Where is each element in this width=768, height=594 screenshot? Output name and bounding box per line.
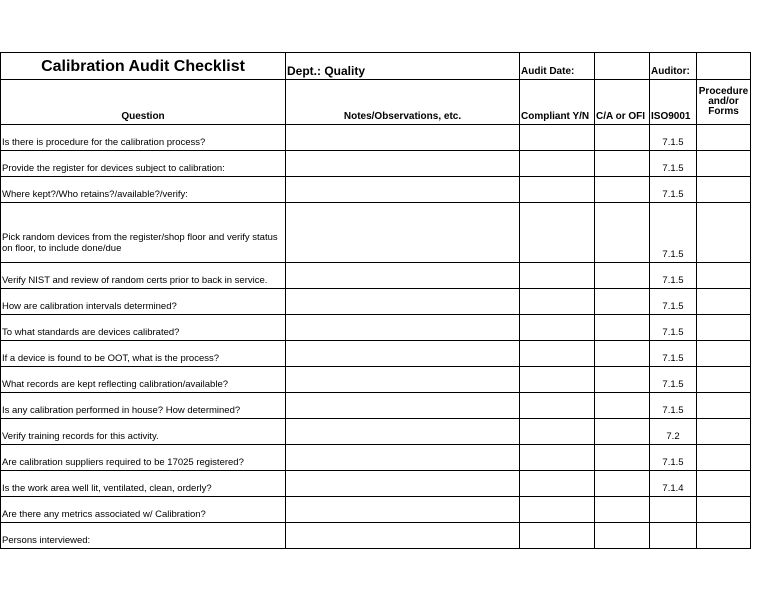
procedure-cell[interactable] — [697, 315, 751, 341]
header-row — [1, 53, 751, 80]
question-cell: If a device is found to be OOT, what is the process? — [1, 341, 286, 367]
table-row — [1, 151, 751, 177]
procedure-cell[interactable] — [697, 341, 751, 367]
iso-clause-cell: 7.1.5 — [650, 393, 697, 419]
ca-ofi-cell[interactable] — [595, 125, 650, 151]
table-row — [1, 393, 751, 419]
checklist-title: Calibration Audit Checklist — [1, 53, 286, 80]
table-row — [1, 471, 751, 497]
ca-ofi-cell[interactable] — [595, 315, 650, 341]
compliant-cell[interactable] — [520, 315, 595, 341]
compliant-cell[interactable] — [520, 289, 595, 315]
question-cell: Is any calibration performed in house? How determined? — [1, 393, 286, 419]
procedure-cell[interactable] — [697, 289, 751, 315]
iso-clause-cell: 7.1.5 — [650, 203, 697, 263]
question-cell: How are calibration intervals determined? — [1, 289, 286, 315]
question-cell: Persons interviewed: — [1, 523, 286, 549]
procedure-cell[interactable] — [697, 367, 751, 393]
procedure-cell[interactable] — [697, 523, 751, 549]
procedure-cell[interactable] — [697, 497, 751, 523]
compliant-header: Compliant Y/N — [520, 80, 595, 125]
notes-cell[interactable] — [286, 445, 520, 471]
notes-cell[interactable] — [286, 263, 520, 289]
audit-checklist-table — [0, 52, 751, 549]
ca-ofi-cell[interactable] — [595, 341, 650, 367]
iso-clause-cell: 7.1.5 — [650, 445, 697, 471]
question-cell: What records are kept reflecting calibration/available? — [1, 367, 286, 393]
question-cell: Are calibration suppliers required to be 17025 registered? — [1, 445, 286, 471]
compliant-cell[interactable] — [520, 125, 595, 151]
procedure-cell[interactable] — [697, 263, 751, 289]
compliant-cell[interactable] — [520, 203, 595, 263]
question-cell: Are there any metrics associated w/ Calibration? — [1, 497, 286, 523]
procedure-cell[interactable] — [697, 151, 751, 177]
question-cell: Is the work area well lit, ventilated, clean, orderly? — [1, 471, 286, 497]
audit-date-cell[interactable] — [595, 53, 650, 80]
question-cell: Is there is procedure for the calibration process? — [1, 125, 286, 151]
notes-cell[interactable] — [286, 393, 520, 419]
notes-cell[interactable] — [286, 125, 520, 151]
column-header-row — [1, 80, 751, 125]
compliant-cell[interactable] — [520, 177, 595, 203]
iso-clause-cell: 7.1.5 — [650, 125, 697, 151]
question-cell: Provide the register for devices subject to calibration: — [1, 151, 286, 177]
iso-clause-cell: 7.2 — [650, 419, 697, 445]
notes-cell[interactable] — [286, 341, 520, 367]
question-header: Question — [1, 80, 286, 125]
iso-clause-cell: 7.1.5 — [650, 177, 697, 203]
question-cell: Verify training records for this activity. — [1, 419, 286, 445]
notes-header: Notes/Observations, etc. — [286, 80, 520, 125]
iso-clause-cell: 7.1.5 — [650, 367, 697, 393]
procedure-cell[interactable] — [697, 125, 751, 151]
iso-clause-cell: 7.1.4 — [650, 471, 697, 497]
dept-field[interactable]: Dept.: Quality — [286, 53, 520, 80]
compliant-cell[interactable] — [520, 445, 595, 471]
ca-ofi-cell[interactable] — [595, 367, 650, 393]
table-row — [1, 419, 751, 445]
notes-cell[interactable] — [286, 497, 520, 523]
compliant-cell[interactable] — [520, 367, 595, 393]
procedure-cell[interactable] — [697, 203, 751, 263]
ca-ofi-cell[interactable] — [595, 523, 650, 549]
notes-cell[interactable] — [286, 203, 520, 263]
notes-cell[interactable] — [286, 151, 520, 177]
compliant-cell[interactable] — [520, 471, 595, 497]
iso-clause-cell: 7.1.5 — [650, 315, 697, 341]
iso-clause-cell: 7.1.5 — [650, 341, 697, 367]
table-row — [1, 203, 751, 263]
ca-ofi-cell[interactable] — [595, 393, 650, 419]
compliant-cell[interactable] — [520, 393, 595, 419]
notes-cell[interactable] — [286, 289, 520, 315]
table-row — [1, 315, 751, 341]
notes-cell[interactable] — [286, 419, 520, 445]
checklist-rows — [1, 125, 751, 549]
table-row — [1, 497, 751, 523]
table-row — [1, 523, 751, 549]
audit-date-label: Audit Date: — [520, 53, 595, 80]
compliant-cell[interactable] — [520, 523, 595, 549]
ca-ofi-cell[interactable] — [595, 151, 650, 177]
iso-clause-cell: 7.1.5 — [650, 289, 697, 315]
question-cell: Where kept?/Who retains?/available?/verify: — [1, 177, 286, 203]
iso-clause-cell — [650, 497, 697, 523]
procedure-cell[interactable] — [697, 445, 751, 471]
notes-cell[interactable] — [286, 523, 520, 549]
table-row — [1, 289, 751, 315]
question-cell: Verify NIST and review of random certs prior to back in service. — [1, 263, 286, 289]
ca-ofi-cell[interactable] — [595, 497, 650, 523]
ca-ofi-cell[interactable] — [595, 471, 650, 497]
iso-header: ISO9001 — [650, 80, 697, 125]
notes-cell[interactable] — [286, 471, 520, 497]
ca-ofi-cell[interactable] — [595, 445, 650, 471]
ca-ofi-cell[interactable] — [595, 263, 650, 289]
table-row — [1, 125, 751, 151]
question-cell: Pick random devices from the register/shop floor and verify status on floor, to include done/due — [1, 203, 286, 263]
ca-ofi-header: C/A or OFI — [595, 80, 650, 125]
question-cell: To what standards are devices calibrated? — [1, 315, 286, 341]
notes-cell[interactable] — [286, 315, 520, 341]
compliant-cell[interactable] — [520, 263, 595, 289]
procedure-header: Procedure and/or Forms — [697, 80, 751, 125]
table-row — [1, 177, 751, 203]
auditor-cell[interactable] — [697, 53, 751, 80]
iso-clause-cell — [650, 523, 697, 549]
compliant-cell[interactable] — [520, 341, 595, 367]
compliant-cell[interactable] — [520, 151, 595, 177]
table-row — [1, 263, 751, 289]
procedure-cell[interactable] — [697, 393, 751, 419]
compliant-cell[interactable] — [520, 497, 595, 523]
ca-ofi-cell[interactable] — [595, 419, 650, 445]
table-row — [1, 445, 751, 471]
procedure-cell[interactable] — [697, 419, 751, 445]
ca-ofi-cell[interactable] — [595, 289, 650, 315]
auditor-label: Auditor: — [650, 53, 697, 80]
compliant-cell[interactable] — [520, 419, 595, 445]
iso-clause-cell: 7.1.5 — [650, 263, 697, 289]
table-row — [1, 367, 751, 393]
ca-ofi-cell[interactable] — [595, 177, 650, 203]
notes-cell[interactable] — [286, 367, 520, 393]
table-row — [1, 341, 751, 367]
notes-cell[interactable] — [286, 177, 520, 203]
procedure-cell[interactable] — [697, 177, 751, 203]
procedure-cell[interactable] — [697, 471, 751, 497]
ca-ofi-cell[interactable] — [595, 203, 650, 263]
iso-clause-cell: 7.1.5 — [650, 151, 697, 177]
